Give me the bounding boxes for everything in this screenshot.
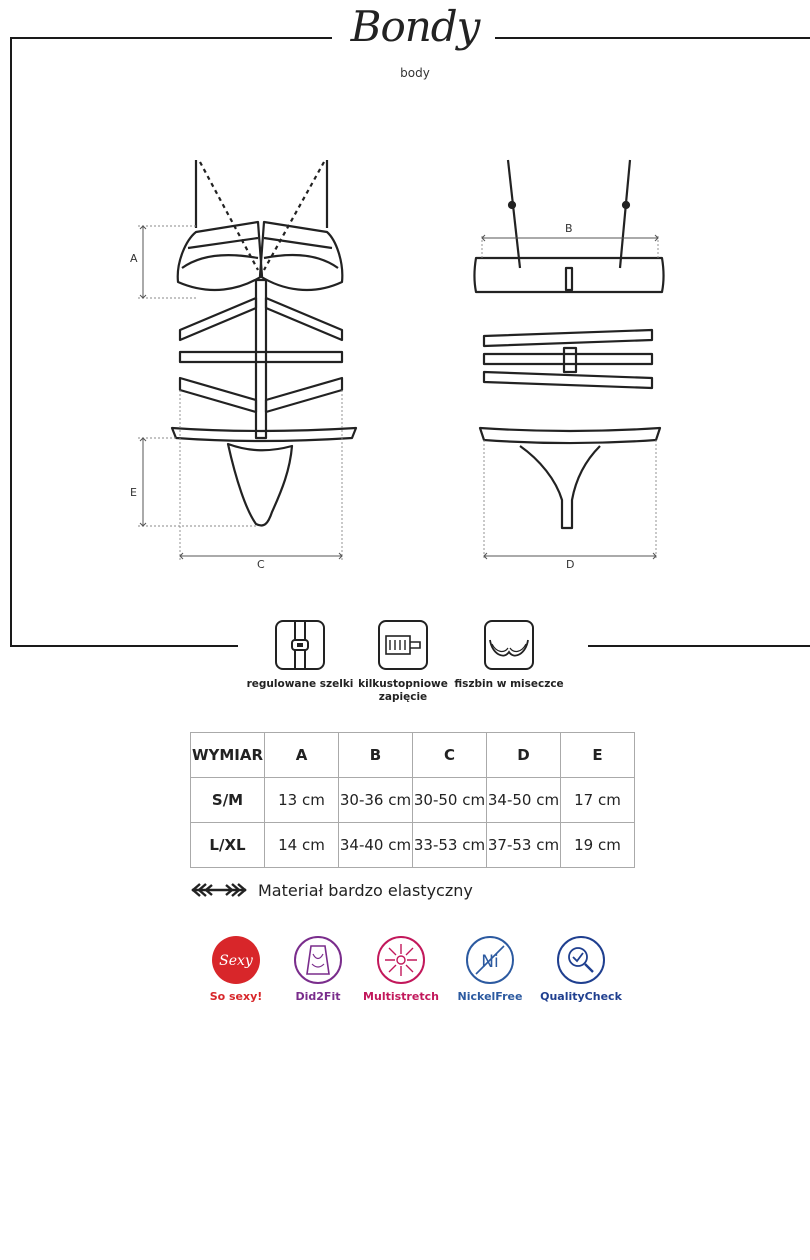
badge-label: QualityCheck	[540, 990, 622, 1003]
dim-label-e: E	[130, 486, 137, 499]
dim-label-d: D	[566, 558, 575, 571]
table-row-size: S/M	[191, 778, 265, 823]
feature-adjustable-straps	[240, 620, 360, 691]
table-header-cell: D	[487, 733, 561, 778]
table-cell: 17 cm	[561, 778, 635, 823]
feature-label: kilkustopniowe zapięcie	[358, 678, 448, 703]
multi-step-clasp-icon	[378, 620, 428, 670]
front-panty	[228, 444, 292, 526]
table-row-size: L/XL	[191, 823, 265, 868]
badge-label: Did2Fit	[295, 990, 341, 1003]
frame-bottom-right	[588, 645, 810, 647]
back-strap-left	[508, 160, 520, 268]
stretch-arrows-icon	[190, 883, 248, 897]
table-cell: 34-50 cm	[487, 778, 561, 823]
quality-check-badge-icon	[557, 936, 605, 984]
feature-label: regulowane szelki	[246, 678, 354, 690]
multistretch-badge-icon	[377, 936, 425, 984]
underwire-cup-icon	[484, 620, 534, 670]
dim-label-b: B	[565, 222, 573, 235]
table-cell: 19 cm	[561, 823, 635, 868]
dim-label-c: C	[257, 558, 265, 571]
badge-label: NickelFree	[457, 990, 523, 1003]
material-text: Materiał bardzo elastyczny	[258, 880, 473, 900]
table-cell: 33-53 cm	[413, 823, 487, 868]
back-band	[475, 258, 664, 292]
badge-inner-text: Ni	[481, 952, 499, 972]
front-strap-dotted-left	[200, 162, 258, 270]
badge-inner-text: Sexy	[219, 953, 253, 969]
dim-label-a: A	[130, 252, 138, 265]
back-thong	[520, 446, 600, 528]
badge-did2fit	[273, 936, 363, 1003]
feature-underwire-cup	[449, 620, 569, 691]
brand-subtitle: body	[400, 66, 430, 80]
garment-technical-drawing	[0, 0, 810, 620]
feature-label: fiszbin w miseczce	[454, 678, 564, 690]
table-cell: 13 cm	[265, 778, 339, 823]
badge-label: Multistretch	[363, 990, 439, 1003]
table-cell: 34-40 cm	[339, 823, 413, 868]
table-header-cell: E	[561, 733, 635, 778]
table-cell: 30-36 cm	[339, 778, 413, 823]
table-header-cell: A	[265, 733, 339, 778]
table-cell: 37-53 cm	[487, 823, 561, 868]
badge-label: So sexy!	[209, 990, 263, 1003]
brand-name: Bondy	[350, 2, 480, 51]
badge-nickelfree	[445, 936, 535, 1003]
table-cell: 30-50 cm	[413, 778, 487, 823]
table-header-cell: C	[413, 733, 487, 778]
size-table	[190, 732, 635, 868]
table-header-cell: WYMIAR	[191, 733, 265, 778]
frame-bottom-left	[10, 645, 238, 647]
table-header-row	[191, 733, 635, 778]
front-center-bar	[256, 280, 266, 438]
table-cell: 14 cm	[265, 823, 339, 868]
table-header-cell: B	[339, 733, 413, 778]
feature-multi-step-clasp	[343, 620, 463, 704]
table-row	[191, 823, 635, 868]
adjustable-straps-icon	[275, 620, 325, 670]
back-strap-right	[620, 160, 630, 268]
back-waistband	[480, 428, 660, 443]
nickel-free-badge-icon	[466, 936, 514, 984]
badge-multistretch	[356, 936, 446, 1003]
material-note	[190, 878, 473, 902]
badge-qualitycheck	[536, 936, 626, 1003]
table-row	[191, 778, 635, 823]
front-strap-dotted-right	[264, 162, 324, 270]
sexy-badge-icon	[212, 936, 260, 984]
did2fit-badge-icon	[294, 936, 342, 984]
badge-so-sexy	[191, 936, 281, 1003]
